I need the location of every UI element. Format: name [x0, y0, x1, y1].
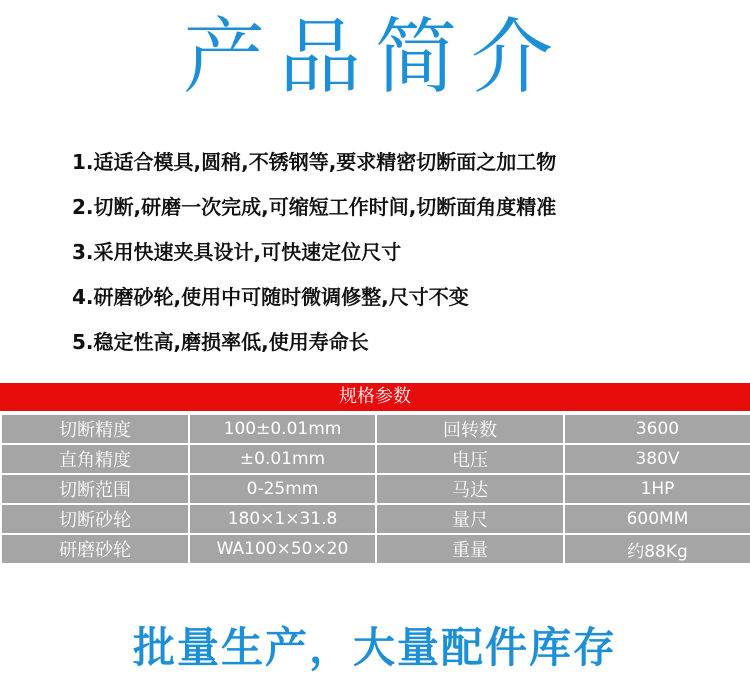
spec-value: 1HP	[564, 474, 750, 504]
spec-value: 0-25mm	[189, 474, 376, 504]
spec-label: 量尺	[376, 504, 564, 534]
feature-item: 4.研磨砂轮,使用中可随时微调修整,尺寸不变	[72, 285, 469, 309]
feature-item: 3.采用快速夹具设计,可快速定位尺寸	[72, 240, 402, 264]
spec-label: 直角精度	[1, 444, 189, 474]
spec-value: ±0.01mm	[189, 444, 376, 474]
spec-value: 约88Kg	[564, 534, 750, 564]
footer-slogan: 批量生产，大量配件库存	[132, 623, 617, 672]
spec-label: 研磨砂轮	[1, 534, 189, 564]
spec-value: 380V	[564, 444, 750, 474]
spec-value: 100±0.01mm	[189, 414, 376, 444]
spec-label: 切断精度	[1, 414, 189, 444]
spec-value: WA100×50×20	[189, 534, 376, 564]
feature-item: 1.适适合模具,圆稍,不锈钢等,要求精密切断面之加工物	[72, 150, 557, 174]
feature-item: 2.切断,研磨一次完成,可缩短工作时间,切断面角度精准	[72, 195, 557, 219]
spec-value: 180×1×31.8	[189, 504, 376, 534]
specs-header: 规格参数	[0, 383, 750, 411]
spec-label: 电压	[376, 444, 564, 474]
spec-label: 重量	[376, 534, 564, 564]
table-row	[1, 534, 750, 564]
spec-value: 3600	[564, 414, 750, 444]
specs-grid	[0, 413, 750, 565]
spec-label: 切断范围	[1, 474, 189, 504]
spec-value: 600MM	[564, 504, 750, 534]
table-row	[1, 474, 750, 504]
table-row	[1, 504, 750, 534]
feature-item: 5.稳定性高,磨损率低,使用寿命长	[72, 330, 369, 354]
page-title: 产品简介	[182, 10, 567, 105]
table-row	[1, 444, 750, 474]
feature-list	[72, 142, 742, 367]
table-row	[1, 414, 750, 444]
specs-table	[0, 383, 750, 565]
spec-label: 切断砂轮	[1, 504, 189, 534]
spec-label: 回转数	[376, 414, 564, 444]
spec-label: 马达	[376, 474, 564, 504]
